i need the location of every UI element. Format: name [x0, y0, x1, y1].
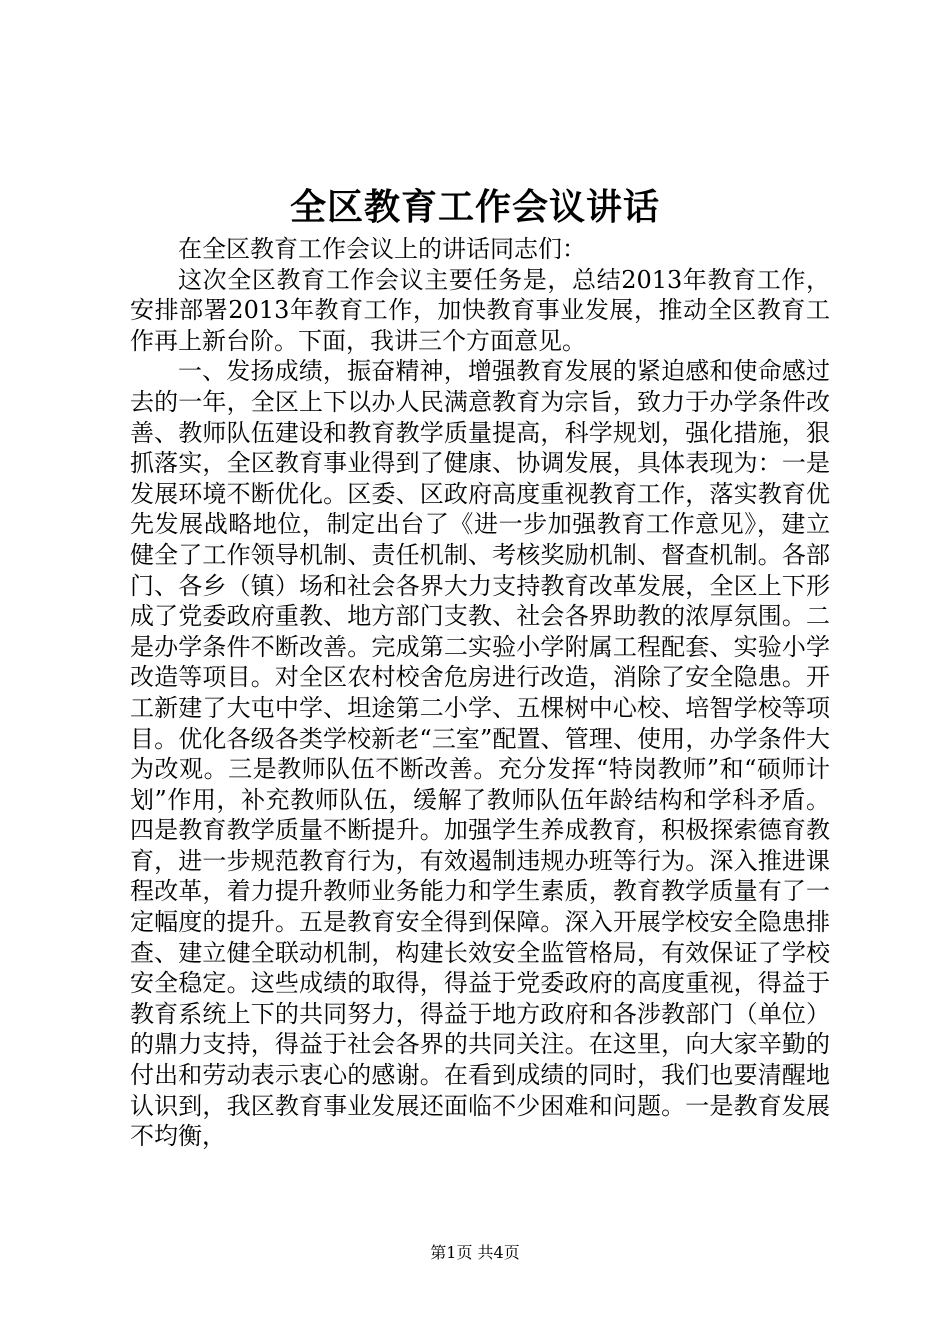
- paragraph-greeting: 在全区教育工作会议上的讲话同志们：: [178, 235, 586, 263]
- document-body: [130, 234, 830, 1152]
- paragraph-intro: 这次全区教育工作会议主要任务是，总结2013年教育工作，安排部署2013年教育工作，加快教育事业发展，推动全区教育工作再上新台阶。下面，我讲三个方面意见。: [130, 265, 830, 355]
- page-number-footer: 第1页 共4页: [430, 1243, 520, 1262]
- document-title: 全区教育工作会议讲话: [289, 187, 660, 228]
- paragraph-section-one: 一、发扬成绩，振奋精神，增强教育发展的紧迫感和使命感过去的一年，全区上下以办人民满意教育为宗旨，致力于办学条件改善、教师队伍建设和教育教学质量提高，科学规划，强化措施，狠抓落实，全区教育事业得到了健康、协调发展，具体表现为：一是发展环境不断优化。区委、区政府高度重视教育工作，落实教育优先发展战略地位，制定出台了《进一步加强教育工作意见》，建立健全了工作领导机制、责任机制、考核奖励机制、督查机制。各部门、各乡（镇）场和社会各界大力支持教育改革发展，全区上下形成了党委政府重教、地方部门支教、社会各界助教的浓厚氛围。二是办学条件不断改善。完成第二实验小学附属工程配套、实验小学改造等项目。对全区农村校舍危房进行改造，消除了安全隐患。开工新建了大屯中学、坦途第二小学、五棵树中心校、培智学校等项目。优化各级各类学校新老“三室”配置、管理、使用，办学条件大为改观。三是教师队伍不断改善。充分发挥“特岗教师”和“硕师计划”作用，补充教师队伍，缓解了教师队伍年龄结构和学科矛盾。四是教育教学质量不断提升。加强学生养成教育，积极探索德育教育，进一步规范教育行为，有效遏制违规办班等行为。深入推进课程改革，着力提升教师业务能力和学生素质，教育教学质量有了一定幅度的提升。五是教育安全得到保障。深入开展学校安全隐患排查、建立健全联动机制，构建长效安全监管格局，有效保证了学校安全稳定。这些成绩的取得，得益于党委政府的高度重视，得益于教育系统上下的共同努力，得益于地方政府和各涉教部门（单位）的鼎力支持，得益于社会各界的共同关注。在这里，向大家辛勤的付出和劳动表示衷心的感谢。在看到成绩的同时，我们也要清醒地认识到，我区教育事业发展还面临不少困难和问题。一是教育发展不均衡，: [130, 357, 830, 1151]
